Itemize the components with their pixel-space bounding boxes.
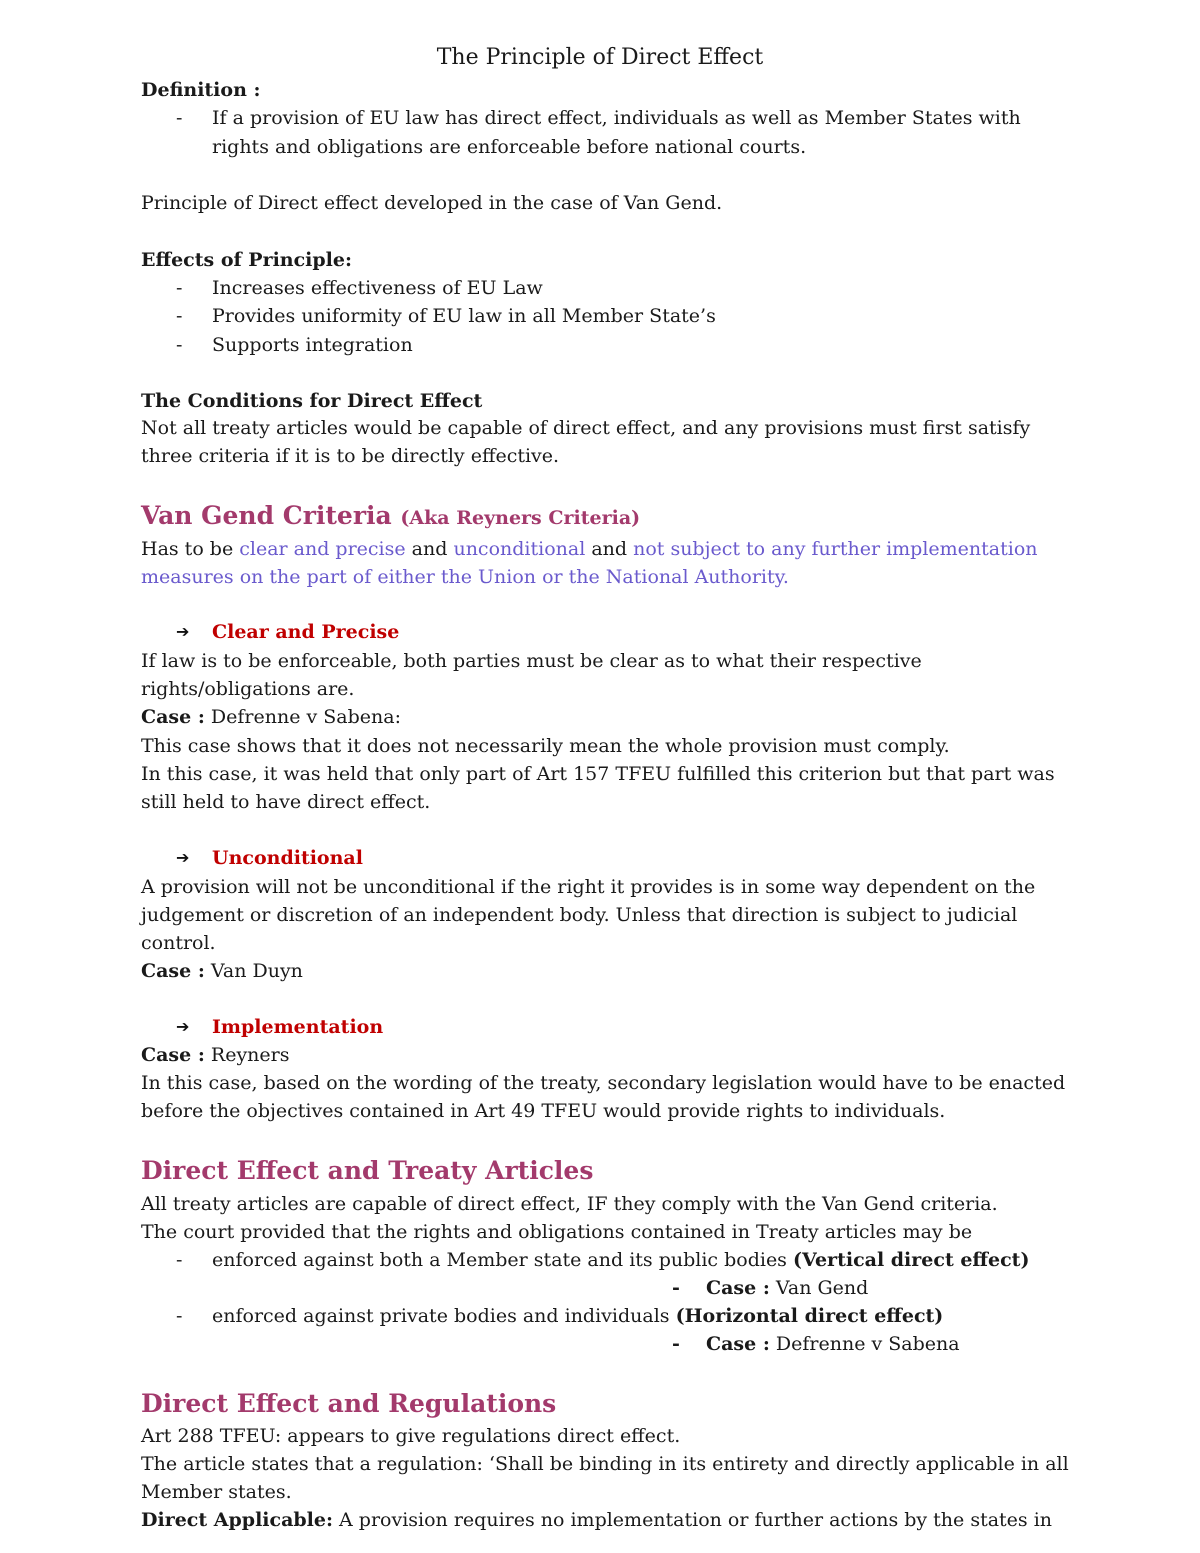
bullet-dash: - xyxy=(176,1249,183,1271)
conditions-heading: The Conditions for Direct Effect xyxy=(141,390,483,412)
case-line: Case : Van Gend xyxy=(706,1277,869,1299)
bullet-dash: - xyxy=(176,334,183,356)
conditions-line: three criteria if it is to be directly effective. xyxy=(141,445,560,467)
body-line: control. xyxy=(141,932,216,954)
arrow-icon: ➔ xyxy=(176,1017,190,1036)
regulations-heading: Direct Effect and Regulations xyxy=(141,1389,557,1418)
case-line: Case : Reyners xyxy=(141,1044,290,1066)
direct-applicable-line: Direct Applicable: A provision requires no implementation or further actions by the states in xyxy=(141,1509,1053,1531)
body-line: In this case, based on the wording of the treaty, secondary legislation would have to be enacted xyxy=(141,1072,1066,1094)
case-line: Case : Defrenne v Sabena xyxy=(706,1333,960,1355)
body-line: A provision will not be unconditional if the right it provides is in some way dependent on the xyxy=(141,876,1036,898)
bullet-dash: - xyxy=(176,305,183,327)
treaty-item: enforced against both a Member state and its public bodies (Vertical direct effect) xyxy=(212,1249,1030,1271)
principle-line: Principle of Direct effect developed in the case of Van Gend. xyxy=(141,192,723,214)
body-line: still held to have direct effect. xyxy=(141,791,431,813)
body-line: This case shows that it does not necessarily mean the whole provision must comply. xyxy=(141,735,950,757)
bullet-dash: - xyxy=(176,107,183,129)
body-line: If law is to be enforceable, both parties must be clear as to what their respective xyxy=(141,650,922,672)
body-line: The article states that a regulation: ‘Shall be binding in its entirety and directly applicable in all xyxy=(141,1453,1069,1475)
body-line: rights/obligations are. xyxy=(141,678,355,700)
effects-item: Supports integration xyxy=(212,334,413,356)
unconditional-heading: Unconditional xyxy=(212,847,363,869)
body-line: Art 288 TFEU: appears to give regulations direct effect. xyxy=(141,1425,681,1447)
van-gend-criteria-line: Has to be clear and precise and unconditional and not subject to any further implementation xyxy=(141,538,1038,560)
body-line: judgement or discretion of an independent body. Unless that direction is subject to judicial xyxy=(141,904,1018,926)
case-line: Case : Van Duyn xyxy=(141,960,303,982)
body-line: before the objectives contained in Art 49 TFEU would provide rights to individuals. xyxy=(141,1100,946,1122)
arrow-icon: ➔ xyxy=(176,622,190,641)
page-title: The Principle of Direct Effect xyxy=(436,45,764,70)
van-gend-criteria-line: measures on the part of either the Union or the National Authority. xyxy=(141,566,789,588)
treaty-item: enforced against private bodies and individuals (Horizontal direct effect) xyxy=(212,1305,944,1327)
sub-bullet-dash: - xyxy=(672,1277,680,1299)
body-line: Member states. xyxy=(141,1481,292,1503)
definition-heading: Definition : xyxy=(141,79,261,101)
arrow-icon: ➔ xyxy=(176,848,190,867)
clear-precise-heading: Clear and Precise xyxy=(212,621,400,643)
case-line: Case : Defrenne v Sabena: xyxy=(141,706,401,728)
treaty-articles-heading: Direct Effect and Treaty Articles xyxy=(141,1156,594,1185)
effects-item: Provides uniformity of EU law in all Member State’s xyxy=(212,305,716,327)
bullet-dash: - xyxy=(176,277,183,299)
implementation-heading: Implementation xyxy=(212,1016,384,1038)
conditions-line: Not all treaty articles would be capable of direct effect, and any provisions must first satisfy xyxy=(141,417,1031,439)
definition-line: If a provision of EU law has direct effect, individuals as well as Member States with xyxy=(212,107,1021,129)
sub-bullet-dash: - xyxy=(672,1333,680,1355)
body-line: In this case, it was held that only part of Art 157 TFEU fulfilled this criterion but that part was xyxy=(141,763,1055,785)
van-gend-heading: Van Gend Criteria (Aka Reyners Criteria) xyxy=(141,501,641,530)
body-line: All treaty articles are capable of direct effect, IF they comply with the Van Gend criteria. xyxy=(141,1193,998,1215)
body-line: The court provided that the rights and obligations contained in Treaty articles may be xyxy=(141,1221,973,1243)
bullet-dash: - xyxy=(176,1305,183,1327)
effects-item: Increases effectiveness of EU Law xyxy=(212,277,543,299)
definition-line: rights and obligations are enforceable before national courts. xyxy=(212,136,807,158)
van-gend-subheading: (Aka Reyners Criteria) xyxy=(400,507,641,529)
effects-heading: Effects of Principle: xyxy=(141,249,353,271)
